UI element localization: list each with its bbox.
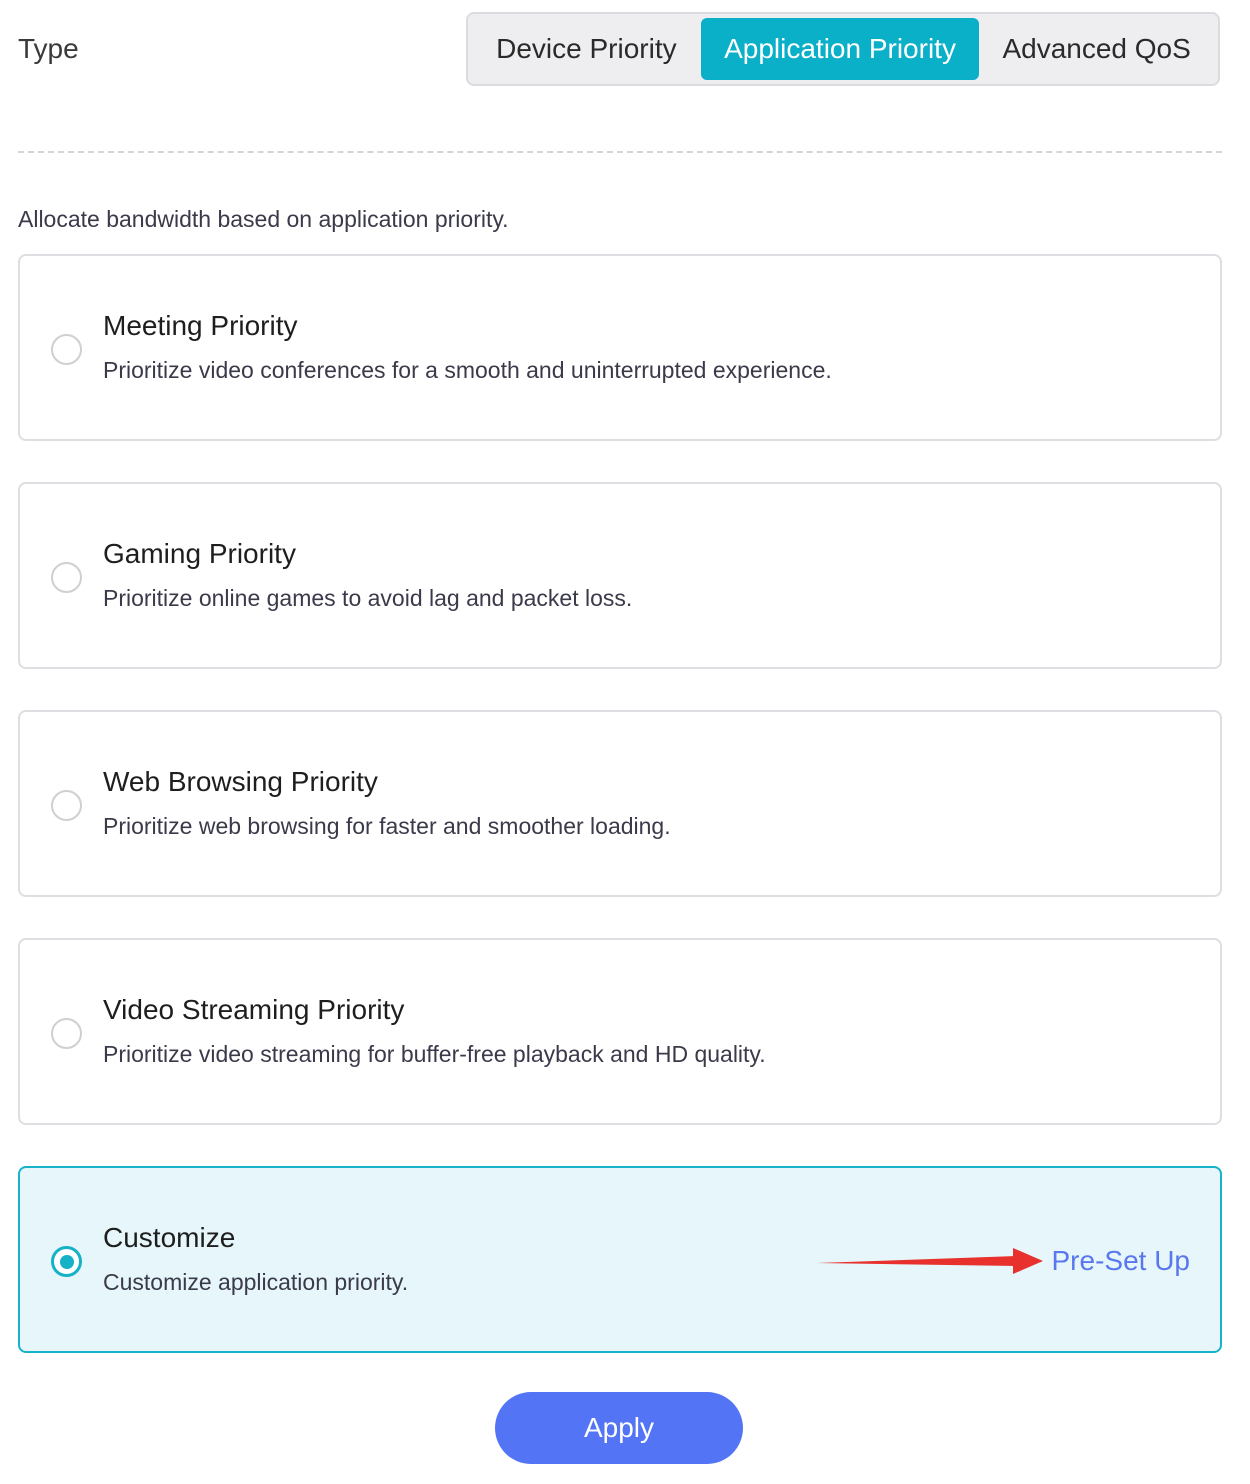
- option-card-meeting-priority[interactable]: [18, 254, 1222, 441]
- option-subtitle: Customize application priority.: [103, 1269, 409, 1295]
- option-card-gaming-priority[interactable]: [18, 482, 1222, 669]
- radio-gaming-priority[interactable]: [51, 562, 82, 593]
- radio-meeting-priority[interactable]: [51, 334, 82, 365]
- option-title: Customize: [103, 1222, 236, 1253]
- option-card-video-streaming-priority[interactable]: [18, 938, 1222, 1125]
- red-arrow-icon: [817, 1248, 1043, 1274]
- pre-set-up-link[interactable]: Pre-Set Up: [1051, 1245, 1190, 1276]
- option-title: Meeting Priority: [103, 310, 298, 341]
- option-subtitle: Prioritize video streaming for buffer-free playback and HD quality.: [103, 1041, 766, 1067]
- option-card-customize[interactable]: [18, 1166, 1222, 1353]
- tab-application-priority[interactable]: Application Priority: [701, 18, 980, 80]
- option-title: Web Browsing Priority: [103, 766, 378, 797]
- radio-customize[interactable]: [51, 1246, 82, 1277]
- qos-type-segmented-control: [466, 12, 1220, 86]
- section-description: Allocate bandwidth based on application priority.: [18, 206, 509, 232]
- tab-device-priority[interactable]: Device Priority: [496, 33, 677, 64]
- option-title: Video Streaming Priority: [103, 994, 405, 1025]
- type-label: Type: [18, 33, 79, 64]
- radio-video-streaming-priority[interactable]: [51, 1018, 82, 1049]
- radio-web-browsing-priority[interactable]: [51, 790, 82, 821]
- tab-advanced-qos[interactable]: Advanced QoS: [1002, 33, 1191, 64]
- option-card-web-browsing-priority[interactable]: [18, 710, 1222, 897]
- option-subtitle: Prioritize online games to avoid lag and packet loss.: [103, 585, 633, 611]
- option-title: Gaming Priority: [103, 538, 296, 569]
- dashed-divider: [18, 151, 1222, 153]
- apply-button[interactable]: Apply: [495, 1392, 743, 1464]
- option-subtitle: Prioritize video conferences for a smooth and uninterrupted experience.: [103, 357, 832, 383]
- option-subtitle: Prioritize web browsing for faster and smoother loading.: [103, 813, 671, 839]
